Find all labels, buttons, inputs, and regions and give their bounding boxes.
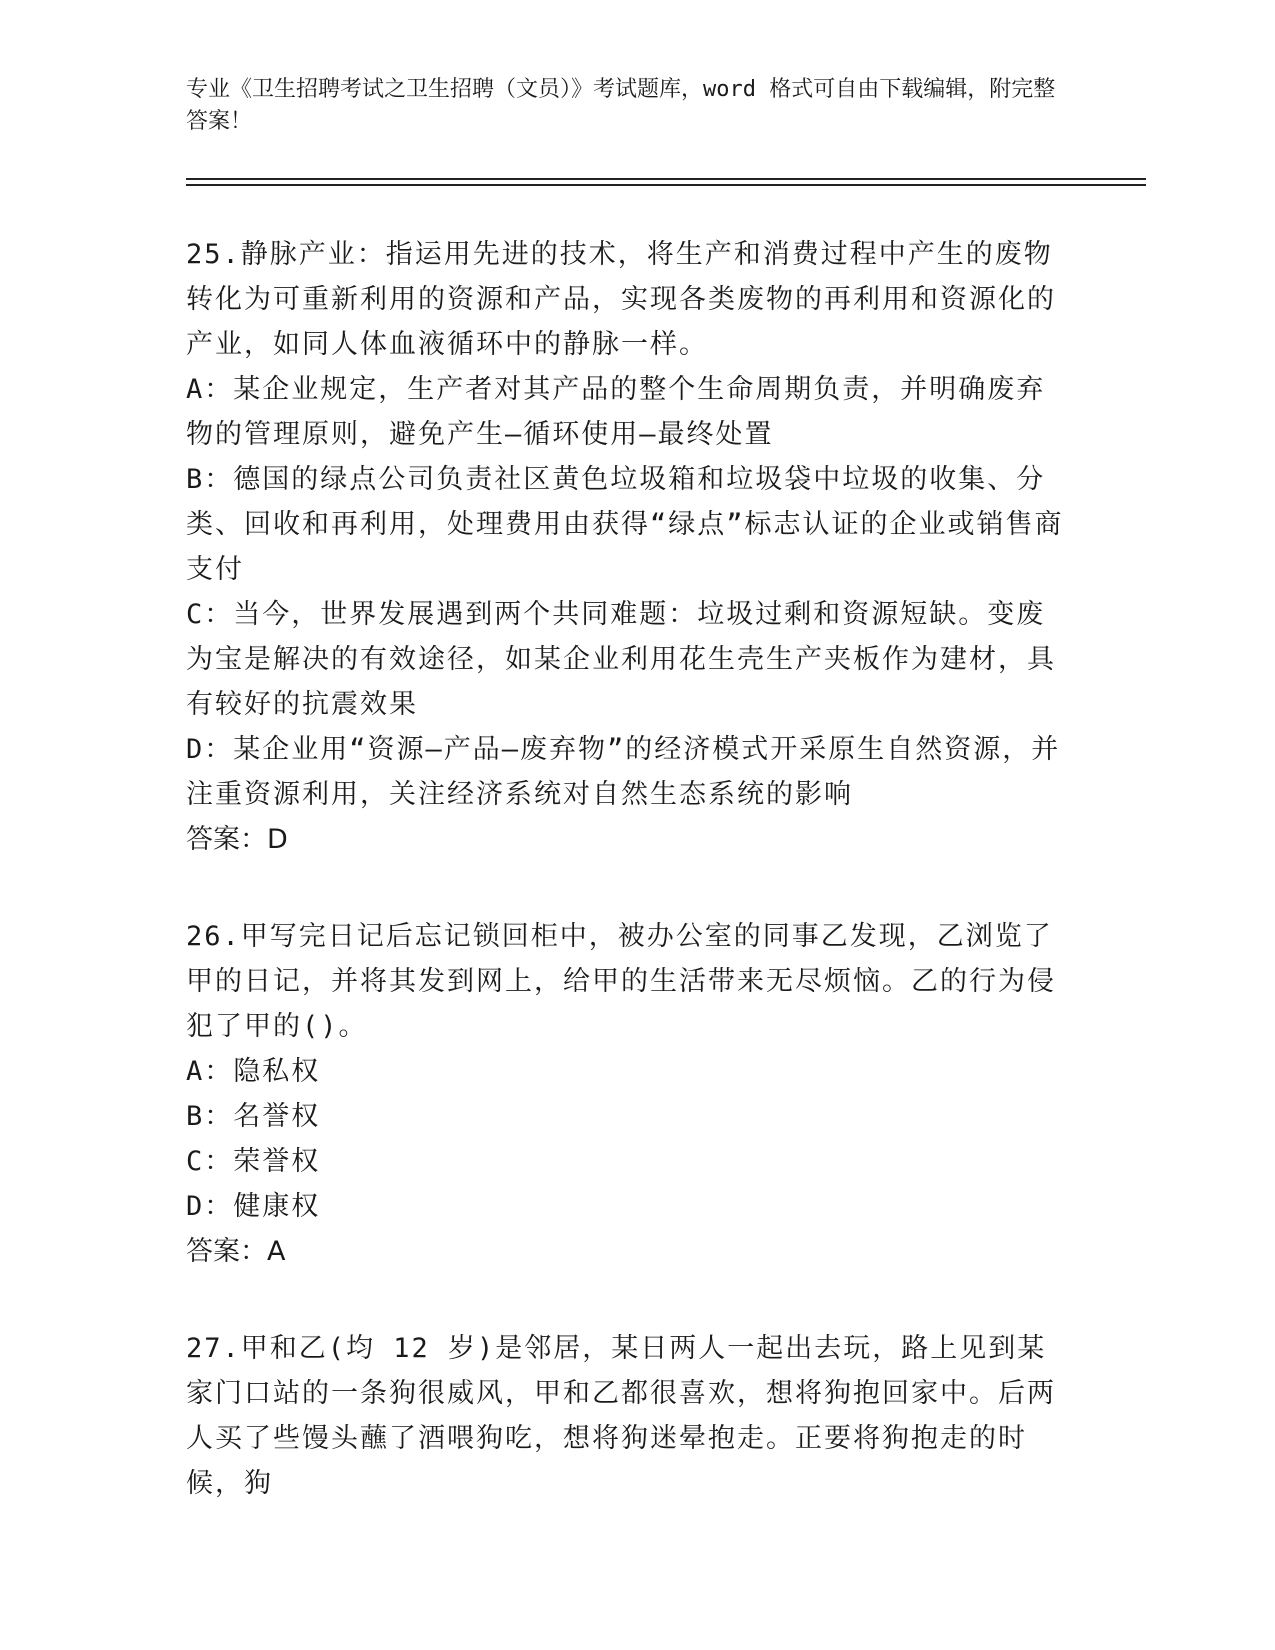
option-a: A：隐私权 bbox=[186, 1056, 321, 1087]
option-d: D：健康权 bbox=[186, 1191, 321, 1222]
answer-line: 答案：D bbox=[186, 824, 288, 855]
header-rule-top bbox=[186, 178, 1146, 180]
option-d: D：某企业用“资源—产品—废弃物”的经济模式开采原生自然资源，并注重资源利用，关注经济系统对自然生态系统的影响 bbox=[186, 734, 1061, 810]
question-stem: 26.甲写完日记后忘记锁回柜中，被办公室的同事乙发现，乙浏览了甲的日记，并将其发到网上，给甲的生活带来无尽烦恼。乙的行为侵犯了甲的()。 bbox=[186, 921, 1056, 1042]
header-rule-bottom bbox=[186, 184, 1146, 186]
question-stem: 25.静脉产业：指运用先进的技术，将生产和消费过程中产生的废物转化为可重新利用的资源和产品，实现各类废物的再利用和资源化的产业，如同人体血液循环中的静脉一样。 bbox=[186, 239, 1056, 360]
page-header: 专业《卫生招聘考试之卫生招聘（文员）》考试题库，word 格式可自由下载编辑，附完整答案！ bbox=[186, 77, 1056, 134]
option-a: A：某企业规定，生产者对其产品的整个生命周期负责，并明确废弃物的管理原则，避免产生—循环使用—最终处置 bbox=[186, 374, 1046, 450]
question-stem: 27.甲和乙(均 12 岁)是邻居，某日两人一起出去玩，路上见到某家门口站的一条狗很威风，甲和乙都很喜欢，想将狗抱回家中。后两人买了些馒头蘸了酒喂狗吃，想将狗迷晕抱走。正要将狗抱走的时候，狗 bbox=[186, 1333, 1056, 1499]
option-b: B：德国的绿点公司负责社区黄色垃圾箱和垃圾袋中垃圾的收集、分类、回收和再利用，处理费用由获得“绿点”标志认证的企业或销售商支付 bbox=[186, 464, 1064, 585]
question-27 bbox=[186, 1326, 1066, 1506]
answer-line: 答案：A bbox=[186, 1236, 286, 1267]
question-26 bbox=[186, 914, 1066, 1274]
question-list bbox=[186, 232, 1066, 1558]
option-b: B：名誉权 bbox=[186, 1101, 321, 1132]
option-c: C：当今，世界发展遇到两个共同难题：垃圾过剩和资源短缺。变废为宝是解决的有效途径，如某企业利用花生壳生产夹板作为建材，具有较好的抗震效果 bbox=[186, 599, 1056, 720]
question-25 bbox=[186, 232, 1066, 862]
option-c: C：荣誉权 bbox=[186, 1146, 321, 1177]
